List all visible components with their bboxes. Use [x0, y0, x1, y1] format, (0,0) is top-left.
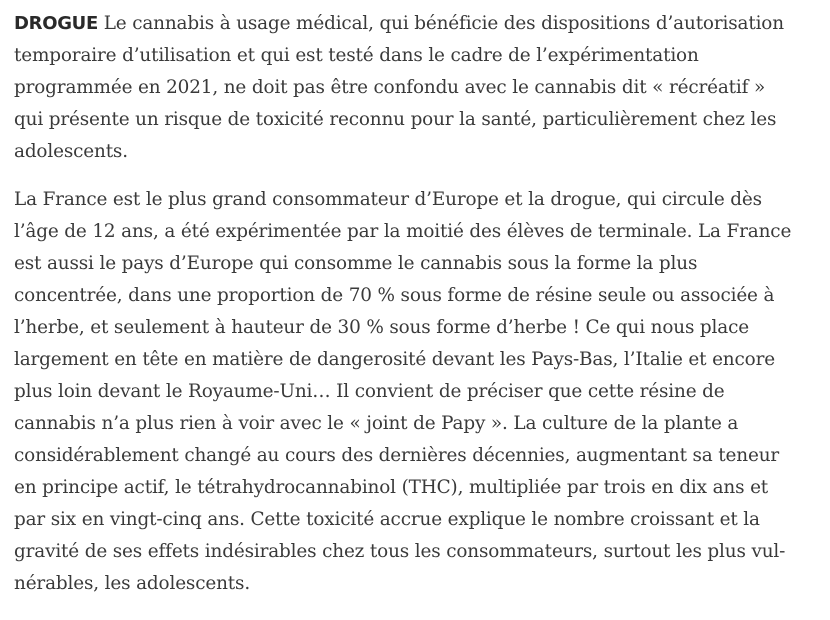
article-body	[14, 8, 814, 616]
paragraph-body	[14, 184, 814, 600]
text-line: concentrée, dans une proportion de 70 % sous forme de résine seule ou associée à	[14, 285, 775, 306]
text-segment: Le cannabis à usage médical, qui bénéficie des dispositions d’autorisation	[98, 13, 784, 34]
kicker-label: DROGUE	[14, 13, 98, 34]
text-line: nérables, les adolescents.	[14, 573, 251, 594]
text-line: considérablement changé au cours des dernières décennies, augmentant sa teneur	[14, 445, 780, 466]
text-line: l’âge de 12 ans, a été expérimentée par la moitié des élèves de terminale. La France	[14, 221, 792, 242]
text-line	[14, 8, 814, 40]
text-line: La France est le plus grand consommateur d’Europe et la drogue, qui circule dès	[14, 189, 762, 210]
text-line: plus loin devant le Royaume-Uni… Il convient de préciser que cette résine de	[14, 381, 725, 402]
text-line: gravité de ses effets indésirables chez tous les consommateurs, surtout les plus vul-	[14, 541, 786, 562]
paragraph-intro	[14, 8, 814, 168]
text-line: adolescents.	[14, 141, 128, 162]
text-line: temporaire d’utilisation et qui est testé dans le cadre de l’expérimentation	[14, 45, 699, 66]
text-line: est aussi le pays d’Europe qui consomme le cannabis sous la forme la plus	[14, 253, 698, 274]
text-line: cannabis n’a plus rien à voir avec le « joint de Papy ». La culture de la plante a	[14, 413, 739, 434]
text-line: en principe actif, le tétrahydrocannabinol (THC), multipliée par trois en dix ans et	[14, 477, 769, 498]
text-line: largement en tête en matière de dangerosité devant les Pays-Bas, l’Italie et encore	[14, 349, 775, 370]
text-line: l’herbe, et seulement à hauteur de 30 % sous forme d’herbe ! Ce qui nous place	[14, 317, 749, 338]
text-line: qui présente un risque de toxicité reconnu pour la santé, particulièrement chez les	[14, 109, 777, 130]
text-line: par six en vingt-cinq ans. Cette toxicité accrue explique le nombre croissant et la	[14, 509, 760, 530]
text-line: programmée en 2021, ne doit pas être confondu avec le cannabis dit « récréatif »	[14, 77, 766, 98]
